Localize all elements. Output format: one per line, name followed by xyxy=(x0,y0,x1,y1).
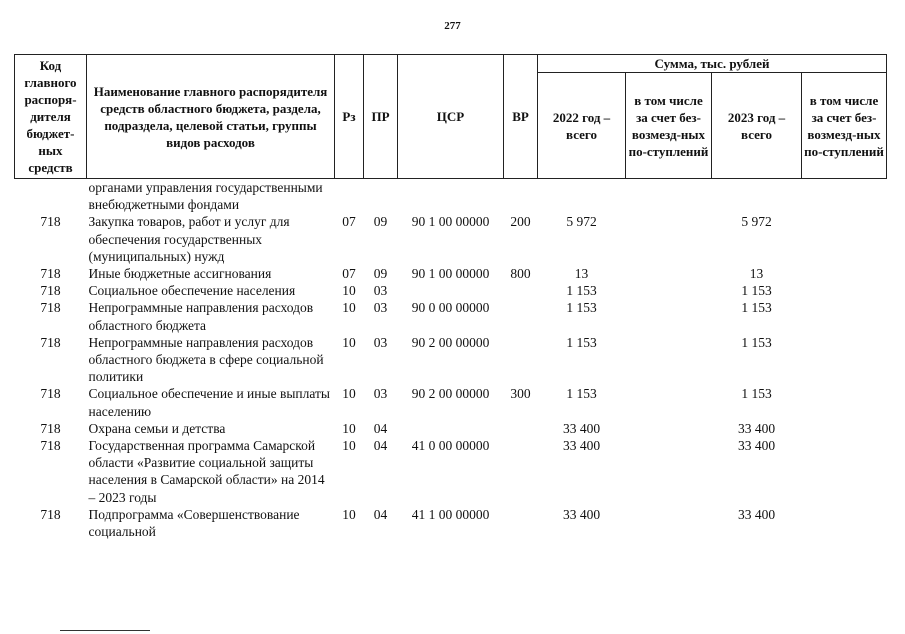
cell-2023-total: 5 972 xyxy=(741,214,772,230)
cell-2022-gratuitous xyxy=(626,506,712,540)
cell-2022-total: 13 xyxy=(574,266,589,282)
table-header xyxy=(15,55,887,179)
table-body xyxy=(15,179,887,541)
cell-pr: 03 xyxy=(373,386,388,402)
cell-csr: 41 0 00 00000 xyxy=(411,438,490,454)
cell-code: 718 xyxy=(40,506,61,522)
cell-2022-total: 1 153 xyxy=(566,300,597,316)
cell-code: 718 xyxy=(40,334,61,350)
cell-name: Социальное обеспечение и иные выплаты населению xyxy=(88,386,330,419)
cell-2023-gratuitous xyxy=(802,334,887,386)
cell-2023-total xyxy=(712,179,802,214)
header-rz: Рз xyxy=(335,55,364,179)
cell-name: Подпрограмма «Совершенствование социальной xyxy=(88,506,300,540)
cell-vr xyxy=(504,420,538,437)
cell-2022-gratuitous xyxy=(626,213,712,265)
cell-code: 718 xyxy=(40,214,61,230)
table-row xyxy=(15,334,887,386)
cell-name: Охрана семьи и детства xyxy=(88,420,226,436)
cell-2023-gratuitous xyxy=(802,420,887,437)
cell-name: Государственная программа Самарской области «Развитие социальной защиты населения в Самарской области» на 2014 – 2023 годы xyxy=(88,438,325,505)
cell-2023-gratuitous xyxy=(802,179,887,214)
cell-rz: 10 xyxy=(342,300,356,316)
table-row xyxy=(15,213,887,265)
cell-2023-total: 1 153 xyxy=(741,300,772,316)
cell-2022-total: 1 153 xyxy=(566,283,597,299)
table-row xyxy=(15,437,887,506)
cell-rz xyxy=(335,179,364,214)
cell-2022-total: 1 153 xyxy=(566,334,597,350)
cell-2023-total: 33 400 xyxy=(737,420,776,436)
header-csr: ЦСР xyxy=(398,55,504,179)
cell-rz: 10 xyxy=(342,438,356,454)
cell-rz: 07 xyxy=(342,266,356,282)
cell-2022-gratuitous xyxy=(626,179,712,214)
cell-pr: 09 xyxy=(373,266,388,282)
budget-table xyxy=(14,54,887,540)
cell-pr: 09 xyxy=(373,214,388,230)
header-code: Код главного распоря-дителя бюджет-ных средств xyxy=(15,55,87,179)
cell-csr: 90 2 00 00000 xyxy=(411,334,490,350)
cell-vr xyxy=(504,299,538,333)
header-name: Наименование главного распорядителя средств областного бюджета, раздела, подраздела, целевой статьи, группы видов расходов xyxy=(87,55,335,179)
cell-code: 718 xyxy=(40,438,61,454)
header-2022-total: 2022 год – всего xyxy=(538,73,626,179)
page-number: 277 xyxy=(444,20,461,32)
cell-vr xyxy=(504,506,538,540)
cell-code: 718 xyxy=(40,300,61,316)
cell-vr xyxy=(504,179,538,214)
cell-2023-gratuitous xyxy=(802,506,887,540)
cell-csr xyxy=(398,282,504,299)
header-pr: ПР xyxy=(364,55,398,179)
cell-pr: 04 xyxy=(373,438,388,454)
table-row xyxy=(15,385,887,419)
cell-rz: 10 xyxy=(342,386,356,402)
cell-pr: 03 xyxy=(373,283,388,299)
cell-rz: 07 xyxy=(342,214,356,230)
header-2022-gratuitous: в том числе за счет без-возмезд-ных по-ступлений xyxy=(626,73,712,179)
footer-divider xyxy=(60,630,150,631)
cell-2023-total: 33 400 xyxy=(737,506,776,522)
cell-2023-gratuitous xyxy=(802,385,887,419)
cell-2022-gratuitous xyxy=(626,282,712,299)
cell-2023-gratuitous xyxy=(802,437,887,506)
cell-csr: 90 0 00 00000 xyxy=(411,300,490,316)
cell-2023-total: 1 153 xyxy=(741,386,772,402)
cell-2022-total xyxy=(538,179,626,214)
cell-2023-total: 33 400 xyxy=(737,438,776,454)
cell-csr xyxy=(398,420,504,437)
cell-2022-gratuitous xyxy=(626,420,712,437)
cell-vr: 200 xyxy=(510,214,531,230)
cell-vr: 800 xyxy=(510,266,531,282)
table-row xyxy=(15,282,887,299)
header-vr: ВР xyxy=(504,55,538,179)
cell-code: 718 xyxy=(40,420,61,436)
cell-code: 718 xyxy=(40,386,61,402)
cell-2023-total: 13 xyxy=(749,266,764,282)
cell-2022-gratuitous xyxy=(626,334,712,386)
cell-csr xyxy=(398,179,504,214)
cell-vr xyxy=(504,334,538,386)
cell-vr xyxy=(504,437,538,506)
cell-name: Непрограммные направления расходов областного бюджета xyxy=(88,300,314,333)
table-row xyxy=(15,420,887,437)
table-row xyxy=(15,265,887,282)
cell-pr: 03 xyxy=(373,300,388,316)
cell-rz: 10 xyxy=(342,420,356,436)
table-row xyxy=(15,506,887,540)
cell-code: 718 xyxy=(40,266,61,282)
cell-2022-total: 33 400 xyxy=(562,438,601,454)
cell-pr xyxy=(364,179,398,214)
cell-pr: 04 xyxy=(373,506,388,522)
cell-2023-gratuitous xyxy=(802,265,887,282)
cell-rz: 10 xyxy=(342,283,356,299)
cell-2023-gratuitous xyxy=(802,282,887,299)
header-2023-gratuitous: в том числе за счет без-возмезд-ных по-ступлений xyxy=(802,73,887,179)
cell-rz: 10 xyxy=(342,506,356,522)
cell-name: органами управления государственными внебюджетными фондами xyxy=(88,180,323,213)
cell-2022-total: 1 153 xyxy=(566,386,597,402)
cell-vr: 300 xyxy=(510,386,531,402)
cell-2023-total: 1 153 xyxy=(741,283,772,299)
cell-pr: 04 xyxy=(373,420,388,436)
header-2023-total: 2023 год – всего xyxy=(712,73,802,179)
cell-2022-total: 5 972 xyxy=(566,214,597,230)
cell-code xyxy=(15,179,87,214)
cell-2022-total: 33 400 xyxy=(562,506,601,522)
cell-name: Закупка товаров, работ и услуг для обеспечения государственных (муниципальных) нужд xyxy=(88,214,290,264)
cell-code: 718 xyxy=(40,283,61,299)
cell-2023-gratuitous xyxy=(802,299,887,333)
cell-csr: 90 2 00 00000 xyxy=(411,386,490,402)
header-sum-group: Сумма, тыс. рублей xyxy=(538,55,887,73)
cell-2022-gratuitous xyxy=(626,437,712,506)
cell-name: Иные бюджетные ассигнования xyxy=(88,266,272,282)
cell-pr: 03 xyxy=(373,334,388,350)
cell-vr xyxy=(504,282,538,299)
cell-2023-total: 1 153 xyxy=(741,334,772,350)
cell-name: Социальное обеспечение населения xyxy=(88,283,296,299)
cell-2022-gratuitous xyxy=(626,299,712,333)
cell-csr: 41 1 00 00000 xyxy=(411,506,490,522)
cell-name: Непрограммные направления расходов областного бюджета в сфере социальной политики xyxy=(88,334,324,385)
cell-2023-gratuitous xyxy=(802,213,887,265)
table-row xyxy=(15,299,887,333)
cell-csr: 90 1 00 00000 xyxy=(411,266,490,282)
cell-2022-gratuitous xyxy=(626,385,712,419)
cell-rz: 10 xyxy=(342,334,356,350)
cell-csr: 90 1 00 00000 xyxy=(411,214,490,230)
table-row xyxy=(15,179,887,214)
cell-2022-gratuitous xyxy=(626,265,712,282)
cell-2022-total: 33 400 xyxy=(562,420,601,436)
